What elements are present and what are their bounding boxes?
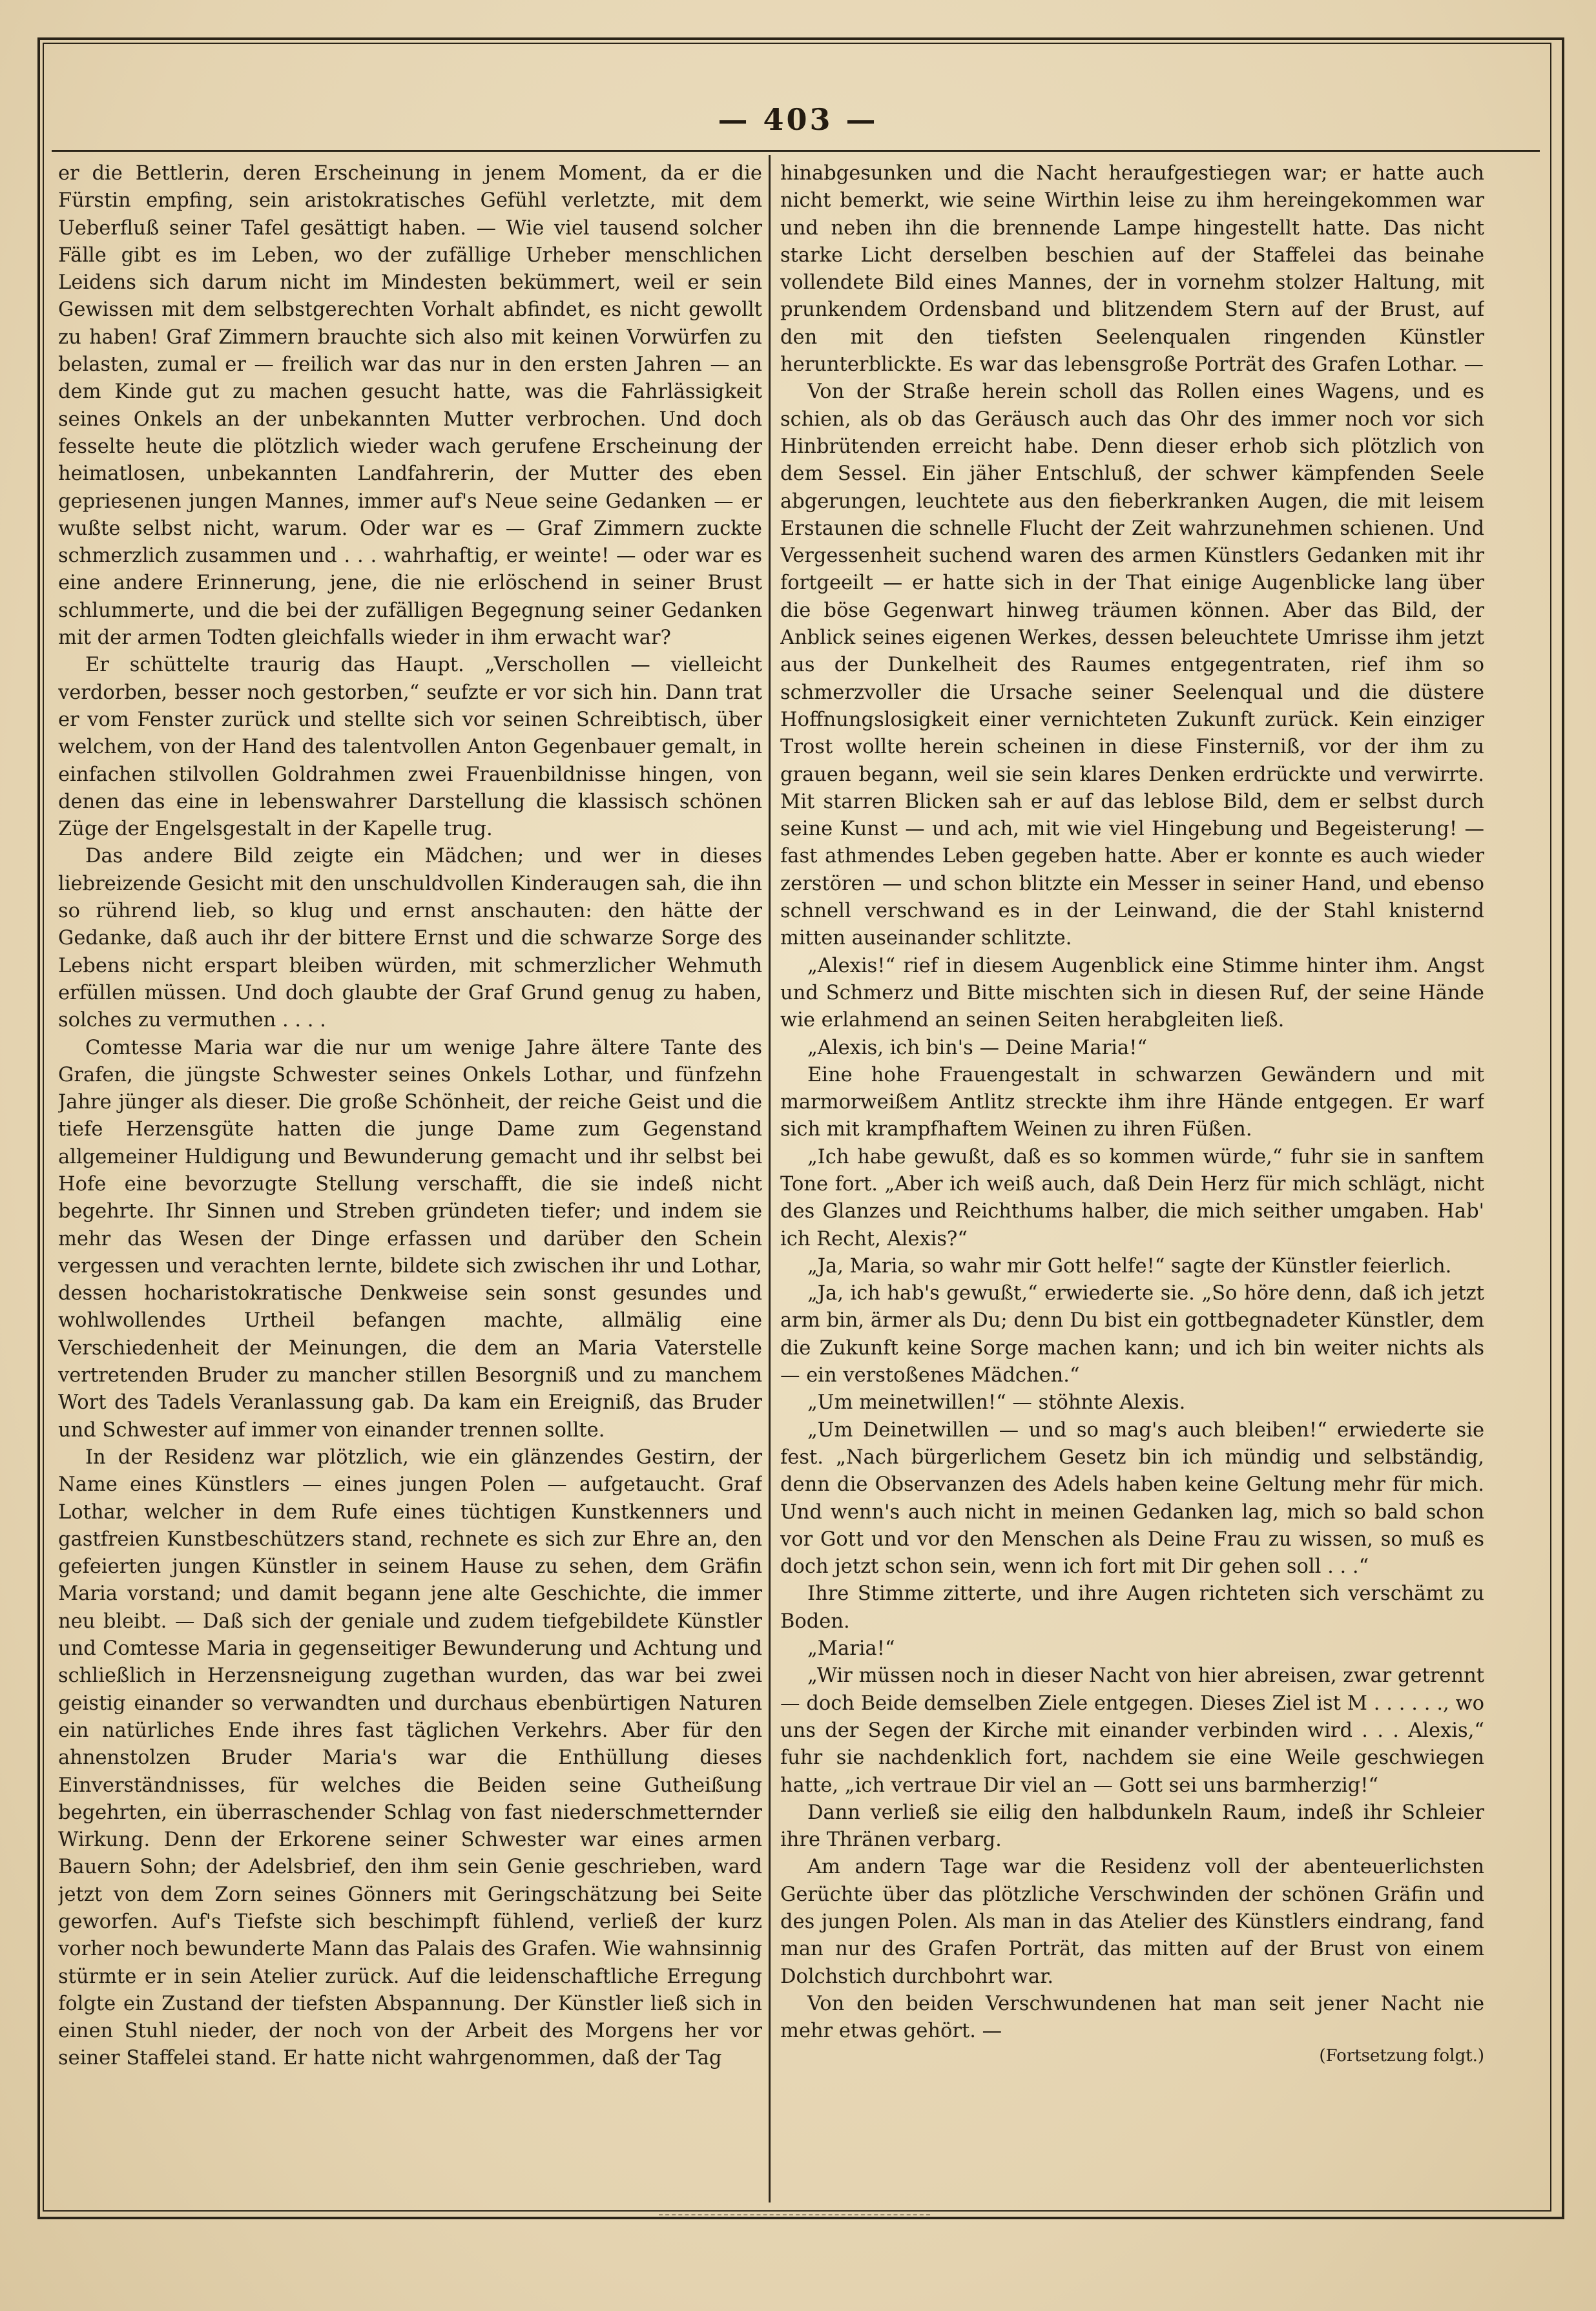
page-number: — 403 — [718,102,878,137]
paragraph: hinabgesunken und die Nacht heraufgestiegen war; er hatte auch nicht bemerkt, wie seine Wirthin leise zu ihm hereingekommen war und neben ihn die brennende Lampe hingestellt hatte. Das nicht starke Licht derselben beschien auf der Staffelei das beinahe vollendete Bild eines Mannes, der in vornehm stolzer Haltung, mit prunkendem Ordensband und blitzendem Stern auf der Brust, auf den mit den tiefsten Seelenqualen ringenden Künstler herunterblickte. Es war das lebensgroße Porträt des Grafen Lothar. — [780,162,1484,377]
column-divider [769,155,771,2202]
footer-ornament [659,2214,930,2215]
paragraph: „Um meinetwillen!“ — stöhnte Alexis. [807,1391,1186,1415]
paragraph: Das andere Bild zeigte ein Mädchen; und wer in dieses liebreizende Gesicht mit den unschuldvollen Kinderaugen sah, die ihn so rührend lieb, so klug und ernst anschauten: den hätte der Gedanke, daß auch ihr der bittere Ernst und die schwarze Sorge des Lebens nicht erspart bleiben würden, mit schmerzlicher Wehmuth erfüllen müssen. Und doch glaubte der Graf Grund genug zu haben, solches zu vermuthen . . . . [58,845,762,1032]
paragraph: Er schüttelte traurig das Haupt. „Verschollen — vielleicht verdorben, besser noch gestorben,“ seufzte er vor sich hin. Dann trat er vom Fenster zurück und stellte sich vor seinen Schreibtisch, über welchem, von der Hand des talentvollen Anton Gegenbauer gemalt, in einfachen stilvollen Goldrahmen zwei Frauenbildnisse hingen, von denen das eine in lebenswahrer Darstellung die klassisch schönen Züge der Engelsgestalt in der Kapelle trug. [58,654,762,841]
paragraph: Ihre Stimme zitterte, und ihre Augen richteten sich verschämt zu Boden. [780,1582,1484,1633]
right-column [780,160,1484,2188]
paragraph: Von der Straße herein scholl das Rollen eines Wagens, und es schien, als ob das Geräusch auch das Ohr des immer noch vor sich Hinbrütenden erreicht habe. Denn dieser erhob sich plötzlich von dem Sessel. Ein jäher Entschluß, der schwer kämpfenden Seele abgerungen, leuchtete aus den fieberkranken Augen, die mit leisem Erstaunen die schnelle Flucht der Zeit wahrzunehmen schienen. Und Vergessenheit suchend waren des armen Künstlers Gedanken mit ihr fortgeeilt — er hatte sich in der That einige Augenblicke lang über die böse Gegenwart hinweg träumen können. Aber das Bild, der Anblick seines eigenen Werkes, dessen beleuchtete Umrisse ihm jetzt aus der Dunkelheit des Raumes entgegentraten, rief ihm so schmerzvoller die Ursache seiner Seelenqual und die düstere Hoffnungslosigkeit einer vernichteten Zukunft zurück. Kein einziger Trost wollte herein scheinen in diese Finsterniß, vor der ihm zu grauen begann, weil sie sein klares Denken erdrückte und verwirrte. Mit starren Blicken sah er auf das leblose Bild, dem er selbst durch seine Kunst — und ach, mit wie viel Hingebung und Begeisterung! — fast athmendes Leben gegeben hatte. Aber er konnte es auch wieder zerstören — und schon blitzte ein Messer in seiner Hand, und ebenso schnell verschwand es in der Leinwand, die der Stahl knisternd mitten auseinander schlitzte. [780,380,1484,950]
paragraph: „Ja, Maria, so wahr mir Gott helfe!“ sagte der Künstler feierlich. [807,1254,1452,1278]
paragraph: Am andern Tage war die Residenz voll der abenteuerlichsten Gerüchte über das plötzliche Verschwinden der schönen Gräfin und des jungen Polen. Als man in das Atelier des Künstlers eindrang, fand man nur des Grafen Porträt, das mitten auf der Brust von einem Dolchstich durchbohrt war. [780,1856,1484,1988]
paragraph: Dann verließ sie eilig den halbdunkeln Raum, indeß ihr Schleier ihre Thränen verbarg. [780,1801,1484,1852]
paragraph: „Ich habe gewußt, daß es so kommen würde,“ fuhr sie in sanftem Tone fort. „Aber ich weiß auch, daß Dein Herz für mich schlägt, nicht des Glanzes und Reichthums halber, die mich seither umgaben. Hab' ich Recht, Alexis?“ [780,1145,1484,1250]
header-rule [52,150,1540,152]
left-column [58,160,762,2188]
paragraph: „Alexis, ich bin's — Deine Maria!“ [807,1036,1148,1059]
paragraph: In der Residenz war plötzlich, wie ein glänzendes Gestirn, der Name eines Künstlers — eines jungen Polen — aufgetaucht. Graf Lothar, welcher in dem Rufe eines tüchtigen Kunstkenners und gastfreien Kunstbeschützers stand, rechnete es sich zur Ehre an, den gefeierten jungen Künstler in seinem Hause zu sehen, dem Gräfin Maria vorstand; und damit begann jene alte Geschichte, die immer neu bleibt. — Daß sich der geniale und zudem tiefgebildete Künstler und Comtesse Maria in gegenseitiger Bewunderung und Achtung und schließlich in Herzensneigung zugethan wurden, das war bei zwei geistig einander so verwandten und durchaus ebenbürtigen Naturen ein natürliches Ende ihres fast täglichen Verkehrs. Aber für den ahnenstolzen Bruder Maria's war die Enthüllung dieses Einverständnisses, für welches die Beiden seine Gutheißung begehrten, ein überraschender Schlag von fast niederschmetternder Wirkung. Denn der Erkorene seiner Schwester war eines armen Bauern Sohn; der Adelsbrief, den ihm sein Genie geschrieben, ward jetzt von dem Zorn seines Gönners mit Geringschätzung bei Seite geworfen. Auf's Tiefste sich beschimpft fühlend, verließ der kurz vorher noch bewunderte Mann das Palais des Grafen. Wie wahnsinnig stürmte er in sein Atelier zurück. Auf die leidenschaftliche Erregung folgte ein Zustand der tiefsten Abspannung. Der Künstler ließ sich in einen Stuhl nieder, der noch von der Arbeit des Morgens her vor seiner Staffelei stand. Er hatte nicht wahrgenommen, daß der Tag [58,1446,762,2070]
continuation-note: (Fortsetzung folgt.) [1319,2046,1484,2066]
paragraph: „Alexis!“ rief in diesem Augenblick eine Stimme hinter ihm. Angst und Schmerz und Bitte mischten sich in diesen Ruf, der seine Hände wie erlahmend an seinen Seiten herabgleiten ließ. [780,954,1484,1032]
paragraph: Eine hohe Frauengestalt in schwarzen Gewändern und mit marmorweißem Antlitz streckte ihm ihre Hände entgegen. Er warf sich mit krampfhaftem Weinen zu ihren Füßen. [780,1063,1484,1141]
paragraph: „Wir müssen noch in dieser Nacht von hier abreisen, zwar getrennt — doch Beide demselben Ziele entgegen. Dieses Ziel ist M . . . . . ., wo uns der Segen der Kirche mit einander verbinden wird . . . Alexis,“ fuhr sie nachdenklich fort, nachdem sie eine Weile geschwiegen hatte, „ich vertraue Dir viel an — Gott sei uns barmherzig!“ [780,1664,1484,1797]
paragraph: „Maria!“ [807,1637,895,1661]
paragraph: Comtesse Maria war die nur um wenige Jahre ältere Tante des Grafen, die jüngste Schwester seines Onkels Lothar, und fünfzehn Jahre jünger als dieser. Die große Schönheit, der reiche Geist und die tiefe Herzensgüte hatten die junge Dame zum Gegenstand allgemeiner Huldigung und Bewunderung gemacht und ihr selbst bei Hofe eine bevorzugte Stellung verschafft, die sie indeß nicht begehrte. Ihr Sinnen und Streben gründeten tiefer; und indem sie mehr das Wesen der Dinge erfassen und darüber den Schein vergessen und verachten lernte, bildete sich zwischen ihr und Lothar, dessen hocharistokratische Denkweise sein sonst gesundes und wohlwollendes Urtheil befangen machte, allmälig eine Verschiedenheit der Meinungen, die dem an Maria Vaterstelle vertretenden Bruder zu mancher stillen Besorgniß und zu manchem Wort des Tadels Veranlassung gab. Da kam ein Ereigniß, das Bruder und Schwester auf immer von einander trennen sollte. [58,1036,762,1442]
paragraph: „Ja, ich hab's gewußt,“ erwiederte sie. „So höre denn, daß ich jetzt arm bin, ärmer als Du; denn Du bist ein gottbegnadeter Künstler, dem die Zukunft keine Sorge machen kann; und ich bin weiter nichts als — ein verstoßenes Mädchen.“ [780,1282,1484,1387]
paragraph: Von den beiden Verschwundenen hat man seit jener Nacht nie mehr etwas gehört. — [780,1992,1484,2043]
paragraph: er die Bettlerin, deren Erscheinung in jenem Moment, da er die Fürstin empfing, sein aristokratisches Gefühl verletzte, mit dem Ueberfluß seiner Tafel gesättigt haben. — Wie viel tausend solcher Fälle gibt es im Leben, wo der zufällige Urheber menschlichen Leidens sich darum nicht im Mindesten bekümmert, weil er sein Gewissen mit dem selbstgerechten Vorhalt abfindet, es nicht gewollt zu haben! Graf Zimmern brauchte sich also mit keinen Vorwürfen zu belasten, zumal er — freilich war das nur in den ersten Jahren — an dem Kinde gut zu machen gesucht hatte, was die Fahrlässigkeit seines Onkels an der unbekannten Mutter verbrochen. Und doch fesselte heute die plötzlich wieder wach gerufene Erscheinung der heimatlosen, unbekannten Landfahrerin, der Mutter des eben gepriesenen jungen Mannes, immer auf's Neue seine Gedanken — er wußte selbst nicht, warum. Oder war es — Graf Zimmern zuckte schmerzlich zusammen und . . . wahrhaftig, er weinte! — oder war es eine andere Erinnerung, jene, die nie erlöschend in seiner Brust schlummerte, und die bei der zufälligen Begegnung seiner Gedanken mit der armen Todten gleichfalls wieder in ihm erwacht war? [58,162,762,650]
paragraph: „Um Deinetwillen — und so mag's auch bleiben!“ erwiederte sie fest. „Nach bürgerlichem Gesetz bin ich mündig und selbständig, denn die Observanzen des Adels haben keine Geltung mehr für mich. Und wenn's auch nicht in meinen Gedanken lag, mich so bald schon vor Gott und vor den Menschen als Deine Frau zu wissen, so muß es doch jetzt schon sein, wenn ich fort mit Dir gehen soll . . .“ [780,1418,1484,1579]
